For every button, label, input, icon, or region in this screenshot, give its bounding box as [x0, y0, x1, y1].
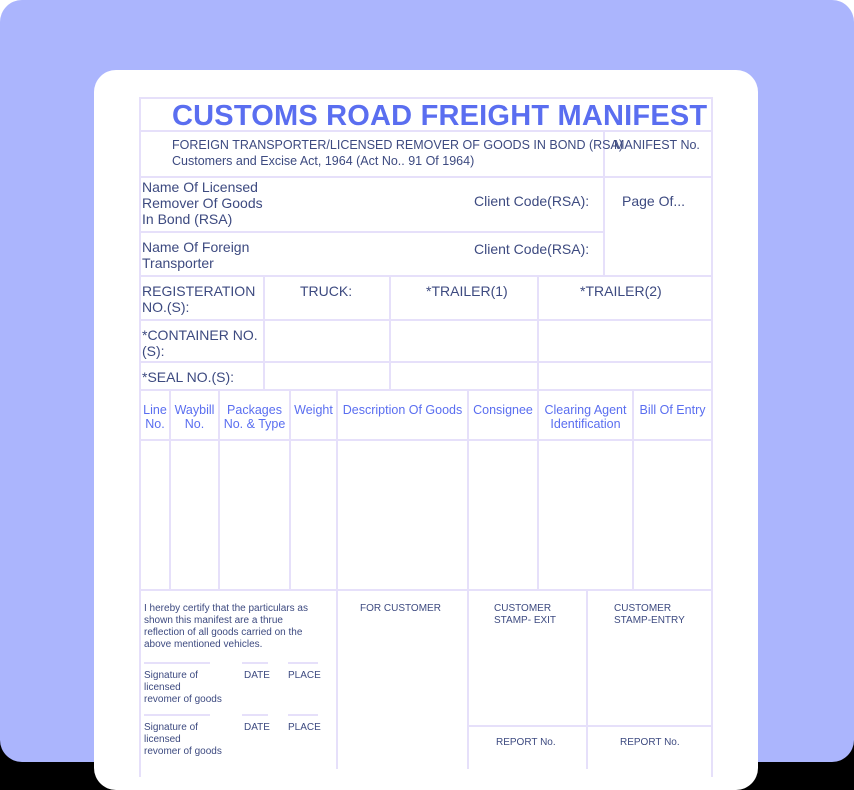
page-of-label: Page Of...	[622, 193, 686, 209]
col-text: Line	[143, 403, 167, 417]
col-text: No. & Type	[223, 417, 286, 431]
label-line: STAMP-ENTRY	[614, 615, 685, 626]
col-bill-of-entry	[634, 403, 711, 417]
statement-line: I hereby certify that the particulars as	[144, 603, 308, 614]
label-line: licensed	[144, 682, 181, 693]
stamp-entry-label	[614, 603, 685, 627]
certification-statement	[144, 603, 308, 651]
col-text: Consignee	[473, 403, 533, 417]
label-line: Transporter	[142, 255, 214, 271]
col-line-no	[141, 403, 169, 431]
licensed-remover-label	[142, 179, 263, 227]
label-line: In Bond (RSA)	[142, 211, 233, 227]
signature-label-2	[144, 722, 222, 758]
client-code-label-2: Client Code(RSA):	[474, 241, 590, 257]
col-text: Packages	[227, 403, 282, 417]
label-line: CUSTOMER	[494, 603, 552, 614]
container-label	[142, 327, 258, 359]
date-label-2: DATE	[244, 722, 270, 733]
page-title: CUSTOMS ROAD FREIGHT MANIFEST	[172, 100, 708, 132]
label-line: NO.(S):	[142, 299, 190, 315]
col-text: Clearing Agent	[544, 403, 627, 417]
grid-line	[139, 97, 141, 777]
place-label-1: PLACE	[288, 670, 321, 681]
col-packages	[220, 403, 289, 431]
act-reference: Customers and Excise Act, 1964 (Act No.. 91 Of 1964)	[172, 154, 475, 168]
for-customer-label: FOR CUSTOMER	[360, 603, 441, 614]
signature-line-2[interactable]	[144, 714, 210, 716]
signature-label-1	[144, 670, 222, 706]
grid-line	[140, 97, 713, 99]
col-clearing-agent	[539, 403, 632, 431]
col-text: No.	[184, 417, 205, 431]
grid-line	[140, 275, 713, 277]
label-line: REGISTERATION	[142, 283, 256, 299]
col-text: Waybill	[174, 403, 215, 417]
col-description	[338, 403, 467, 417]
col-text: Weight	[294, 403, 333, 417]
grid-line	[140, 176, 713, 178]
grid-line	[140, 589, 713, 591]
label-line: Name Of Foreign	[142, 239, 250, 255]
foreign-transporter-label	[142, 239, 249, 271]
label-line: (S):	[142, 343, 165, 359]
label-line: CUSTOMER	[614, 603, 672, 614]
grid-line	[468, 725, 713, 727]
place-label-2: PLACE	[288, 722, 321, 733]
statement-line: shown this manifest are a thrue	[144, 615, 283, 626]
truck-label: TRUCK:	[300, 283, 353, 299]
date-line-1[interactable]	[242, 662, 268, 664]
registration-label	[142, 283, 255, 315]
seal-no-trailer2-field[interactable]	[539, 363, 711, 389]
seal-no-trailer1-field[interactable]	[391, 363, 537, 389]
report-no-entry-label: REPORT No.	[620, 737, 680, 748]
report-no-exit-label: REPORT No.	[496, 737, 556, 748]
statement-line: reflection of all goods carried on the	[144, 627, 303, 638]
seal-label: *SEAL NO.(S):	[142, 369, 235, 385]
statement-line: above mentioned vehicles.	[144, 639, 263, 650]
seal-no-truck-field[interactable]	[265, 363, 389, 389]
label-line: *CONTAINER NO.	[142, 327, 258, 343]
grid-line	[711, 97, 713, 777]
col-consignee	[469, 403, 537, 417]
signature-line-1[interactable]	[144, 662, 210, 664]
place-line-2[interactable]	[288, 714, 318, 716]
trailer2-label: *TRAILER(2)	[580, 283, 662, 299]
label-line: Signature of	[144, 722, 198, 733]
label-line: STAMP- EXIT	[494, 615, 557, 626]
label-line: licensed	[144, 734, 181, 745]
grid-line	[140, 231, 605, 233]
col-text: Bill Of Entry	[639, 403, 706, 417]
form-subtitle: FOREIGN TRANSPORTER/LICENSED REMOVER OF GOODS IN BOND (RSA)	[172, 138, 623, 152]
grid-line	[586, 589, 588, 769]
container-no-trailer2-field[interactable]	[539, 321, 711, 361]
label-line: revomer of goods	[144, 746, 222, 757]
place-line-1[interactable]	[288, 662, 318, 664]
trailer1-label: *TRAILER(1)	[426, 283, 508, 299]
items-table-body[interactable]	[141, 441, 711, 589]
label-line: Name Of Licensed	[142, 179, 258, 195]
client-code-label-1: Client Code(RSA):	[474, 193, 590, 209]
grid-line	[140, 389, 713, 391]
label-line: Remover Of Goods	[142, 195, 263, 211]
date-line-2[interactable]	[242, 714, 268, 716]
date-label-1: DATE	[244, 670, 270, 681]
label-line: Signature of	[144, 670, 198, 681]
col-text: No.	[145, 417, 165, 431]
col-text: Identification	[550, 417, 621, 431]
col-weight	[291, 403, 336, 417]
label-line: revomer of goods	[144, 694, 222, 705]
col-text: Description Of Goods	[342, 403, 463, 417]
container-no-truck-field[interactable]	[265, 321, 389, 361]
container-no-trailer1-field[interactable]	[391, 321, 537, 361]
manifest-no-label: MANIFEST No.	[614, 138, 700, 152]
col-waybill-no	[171, 403, 218, 431]
stamp-exit-label	[494, 603, 556, 627]
